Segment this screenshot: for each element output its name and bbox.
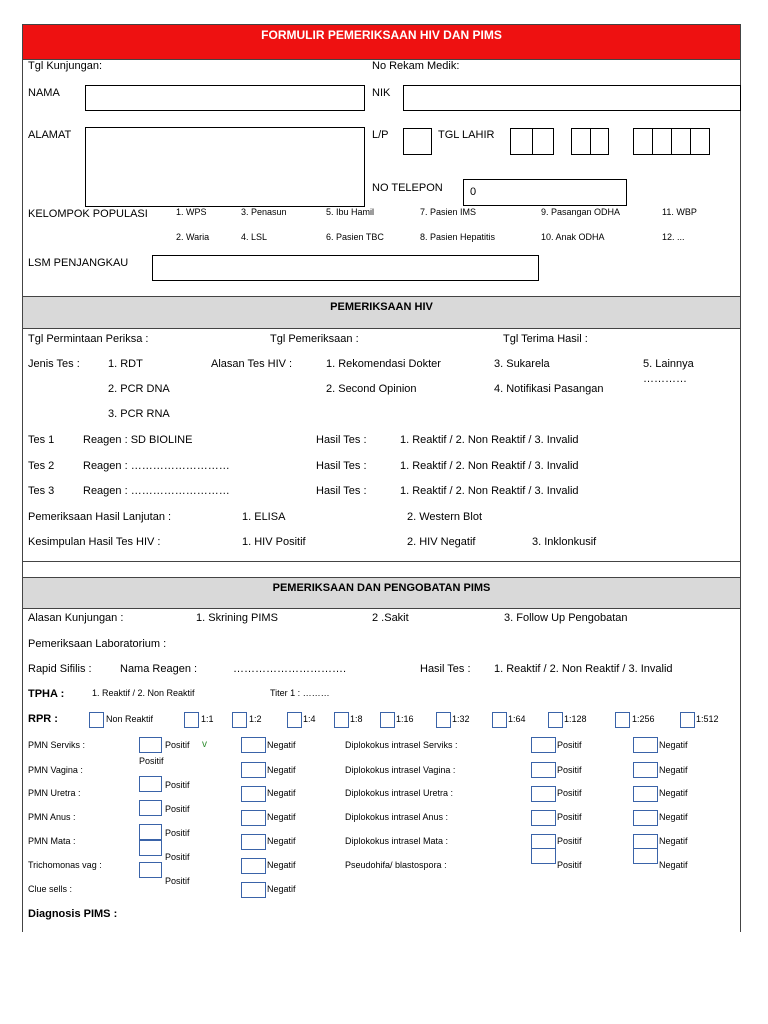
- lp-label: L/P: [372, 129, 389, 141]
- trichomonas-negatif-checkbox[interactable]: [241, 858, 266, 874]
- pmn-uretra-label: PMN Uretra :: [28, 788, 81, 798]
- tgl-kunjungan-label: Tgl Kunjungan:: [28, 60, 102, 72]
- tes2-label: Tes 2: [28, 460, 55, 472]
- tes3-reagen: Reagen : ………………………: [83, 485, 230, 497]
- rpr-checkbox[interactable]: [380, 712, 395, 728]
- tes2-hasil-label: Hasil Tes :: [316, 460, 367, 472]
- alasan-lainnya-dots: …………: [643, 373, 687, 385]
- tes3-hasil-label: Hasil Tes :: [316, 485, 367, 497]
- diplo-mata-label: Diplokokus intrasel Mata :: [345, 836, 449, 846]
- tes1-hasil-options[interactable]: 1. Reaktif / 2. Non Reaktif / 3. Invalid: [400, 434, 579, 446]
- pseudohifa-positif-checkbox[interactable]: [531, 848, 556, 864]
- pmn-serviks-positif-checkbox[interactable]: [139, 737, 162, 753]
- tpha-options[interactable]: 1. Reaktif / 2. Non Reaktif: [92, 688, 195, 698]
- rpr-option: 1:64: [508, 714, 526, 724]
- kelompok-populasi-label: KELOMPOK POPULASI: [28, 208, 148, 220]
- rapid-hasil-label: Hasil Tes :: [420, 663, 471, 675]
- kesimpulan-label: Kesimpulan Hasil Tes HIV :: [28, 536, 161, 548]
- negatif-label: Negatif: [659, 788, 688, 798]
- populasi-option[interactable]: 9. Pasangan ODHA: [541, 207, 621, 217]
- negatif-label: Negatif: [267, 884, 296, 894]
- alasan-kunjungan-option[interactable]: 3. Follow Up Pengobatan: [504, 612, 628, 624]
- rpr-option: 1:2: [249, 714, 262, 724]
- pmn-serviks-negatif-checkbox[interactable]: [241, 737, 266, 753]
- diplo-serviks-negatif-checkbox[interactable]: [633, 737, 658, 753]
- rpr-option: 1:256: [632, 714, 655, 724]
- rpr-option: 1:128: [564, 714, 587, 724]
- diplo-uretra-negatif-checkbox[interactable]: [633, 786, 658, 802]
- rpr-checkbox[interactable]: [548, 712, 563, 728]
- populasi-option[interactable]: 12. ...: [662, 232, 685, 242]
- tgl-terima-label: Tgl Terima Hasil :: [503, 333, 588, 345]
- negatif-label: Negatif: [267, 765, 296, 775]
- pmn-anus-negatif-checkbox[interactable]: [241, 810, 266, 826]
- alasan-option[interactable]: 5. Lainnya: [643, 358, 694, 370]
- populasi-option[interactable]: 11. WBP: [662, 207, 697, 217]
- clue-sells-label: Clue sells :: [28, 884, 73, 894]
- pmn-anus-positif-checkbox[interactable]: [139, 800, 162, 816]
- diplo-serviks-positif-checkbox[interactable]: [531, 737, 556, 753]
- pmn-uretra-negatif-checkbox[interactable]: [241, 786, 266, 802]
- tgl-permintaan-label: Tgl Permintaan Periksa :: [28, 333, 149, 345]
- pmn-vagina-label: PMN Vagina :: [28, 765, 83, 775]
- tes1-label: Tes 1: [28, 434, 55, 446]
- populasi-option[interactable]: 1. WPS: [176, 207, 207, 217]
- rpr-option: 1:8: [350, 714, 363, 724]
- pmn-mata-positif-checkbox[interactable]: [139, 824, 162, 840]
- diplo-vagina-negatif-checkbox[interactable]: [633, 762, 658, 778]
- lsm-penjangkau-input[interactable]: [152, 255, 539, 281]
- negatif-label: Negatif: [267, 788, 296, 798]
- alasan-option[interactable]: 2. Second Opinion: [326, 383, 417, 395]
- rapid-sifilis-label: Rapid Sifilis :: [28, 663, 92, 675]
- rpr-checkbox[interactable]: [184, 712, 199, 728]
- rpr-checkbox[interactable]: [287, 712, 302, 728]
- kesimpulan-option[interactable]: 2. HIV Negatif: [407, 536, 476, 548]
- positif-label: Positif: [557, 788, 582, 798]
- jenis-tes-option[interactable]: 2. PCR DNA: [108, 383, 170, 395]
- tgl-lahir-label: TGL LAHIR: [438, 129, 495, 141]
- negatif-label: Negatif: [659, 765, 688, 775]
- negatif-label: Negatif: [659, 812, 688, 822]
- alasan-kunjungan-label: Alasan Kunjungan :: [28, 612, 124, 624]
- tgl-lahir-month-divider: [590, 128, 591, 155]
- lanjutan-label: Pemeriksaan Hasil Lanjutan :: [28, 511, 172, 523]
- lanjutan-option[interactable]: 2. Western Blot: [407, 511, 482, 523]
- rapid-hasil-options[interactable]: 1. Reaktif / 2. Non Reaktif / 3. Invalid: [494, 663, 673, 675]
- tpha-label: TPHA :: [28, 688, 65, 700]
- positif-label: Positif: [557, 765, 582, 775]
- trichomonas-label: Trichomonas vag :: [28, 860, 102, 870]
- check-mark-icon: v: [202, 739, 207, 750]
- tes2-reagen: Reagen : ………………………: [83, 460, 230, 472]
- diplo-uretra-positif-checkbox[interactable]: [531, 786, 556, 802]
- negatif-label: Negatif: [267, 860, 296, 870]
- trichomonas-positif-checkbox-top[interactable]: [139, 840, 162, 856]
- negatif-label: Negatif: [659, 836, 688, 846]
- alasan-kunjungan-option[interactable]: 1. Skrining PIMS: [196, 612, 278, 624]
- rpr-checkbox[interactable]: [436, 712, 451, 728]
- clue-sells-negatif-checkbox[interactable]: [241, 882, 266, 898]
- positif-label: Positif: [557, 740, 582, 750]
- diagnosis-pims-label: Diagnosis PIMS :: [28, 908, 118, 920]
- alasan-kunjungan-option[interactable]: 2 .Sakit: [372, 612, 409, 624]
- populasi-option[interactable]: 10. Anak ODHA: [541, 232, 605, 242]
- negatif-label: Negatif: [659, 740, 688, 750]
- diplo-vagina-label: Diplokokus intrasel Vagina :: [345, 765, 456, 775]
- tes3-hasil-options[interactable]: 1. Reaktif / 2. Non Reaktif / 3. Invalid: [400, 485, 579, 497]
- alasan-tes-label: Alasan Tes HIV :: [211, 358, 293, 370]
- pmn-mata-label: PMN Mata :: [28, 836, 76, 846]
- no-rekam-medik-label: No Rekam Medik:: [372, 60, 460, 72]
- jenis-tes-label: Jenis Tes :: [28, 358, 80, 370]
- diplo-anus-label: Diplokokus intrasel Anus :: [345, 812, 449, 822]
- populasi-option[interactable]: 5. Ibu Hamil: [326, 207, 375, 217]
- rpr-label: RPR :: [28, 713, 58, 725]
- rpr-checkbox[interactable]: [232, 712, 247, 728]
- pmn-anus-label: PMN Anus :: [28, 812, 76, 822]
- alasan-option[interactable]: 3. Sukarela: [494, 358, 550, 370]
- nik-label: NIK: [372, 87, 391, 99]
- tgl-lahir-year-div3: [690, 128, 691, 155]
- positif-label: Positif: [165, 828, 190, 838]
- form-title-text: FORMULIR PEMERIKSAAN HIV DAN PIMS: [261, 28, 502, 42]
- rpr-option: 1:1: [201, 714, 214, 724]
- rpr-checkbox[interactable]: [89, 712, 104, 728]
- tgl-lahir-year-div2: [671, 128, 672, 155]
- diplo-anus-negatif-checkbox[interactable]: [633, 810, 658, 826]
- diplo-vagina-positif-checkbox[interactable]: [531, 762, 556, 778]
- hiv-section-bottom: [22, 561, 741, 562]
- pseudohifa-negatif-checkbox[interactable]: [633, 848, 658, 864]
- rpr-checkbox[interactable]: [680, 712, 695, 728]
- tes3-label: Tes 3: [28, 485, 55, 497]
- alamat-label: ALAMAT: [28, 129, 72, 141]
- negatif-label: Negatif: [267, 836, 296, 846]
- negatif-label: Negatif: [267, 812, 296, 822]
- lp-input[interactable]: [403, 128, 432, 155]
- pmn-uretra-positif-checkbox[interactable]: [139, 776, 162, 792]
- pmn-vagina-negatif-checkbox[interactable]: [241, 762, 266, 778]
- alasan-option[interactable]: 1. Rekomendasi Dokter: [326, 358, 441, 370]
- rpr-option: 1:16: [396, 714, 414, 724]
- diplo-serviks-label: Diplokokus intrasel Serviks :: [345, 740, 458, 750]
- section-hiv-title: PEMERIKSAAN HIV: [330, 301, 433, 313]
- jenis-tes-option[interactable]: 1. RDT: [108, 358, 143, 370]
- kesimpulan-option[interactable]: 3. Inklonkusif: [532, 536, 597, 548]
- populasi-option[interactable]: 6. Pasien TBC: [326, 232, 384, 242]
- section-pims-title: PEMERIKSAAN DAN PENGOBATAN PIMS: [272, 582, 491, 594]
- tgl-lahir-year-div1: [652, 128, 653, 155]
- diplo-anus-positif-checkbox[interactable]: [531, 810, 556, 826]
- populasi-option[interactable]: 4. LSL: [241, 232, 268, 242]
- populasi-option[interactable]: 8. Pasien Hepatitis: [420, 232, 496, 242]
- alamat-input[interactable]: [85, 127, 365, 207]
- positif-label: Positif: [139, 756, 164, 766]
- nama-reagen-dots: ………………………….: [233, 663, 347, 675]
- section-hiv-header: [22, 296, 741, 329]
- lsm-penjangkau-label: LSM PENJANGKAU: [28, 257, 129, 269]
- rpr-checkbox[interactable]: [492, 712, 507, 728]
- negatif-label: Negatif: [267, 740, 296, 750]
- lab-label: Pemeriksaan Laboratorium :: [28, 638, 167, 650]
- kesimpulan-option[interactable]: 1. HIV Positif: [242, 536, 306, 548]
- rpr-checkbox[interactable]: [615, 712, 630, 728]
- tgl-lahir-day-divider: [532, 128, 533, 155]
- rpr-option: 1:32: [452, 714, 470, 724]
- positif-label: Positif: [165, 876, 190, 886]
- positif-label: Positif: [557, 836, 582, 846]
- no-telepon-label: NO TELEPON: [372, 182, 443, 194]
- tes1-hasil-label: Hasil Tes :: [316, 434, 367, 446]
- rpr-option: Non Reaktif: [106, 714, 154, 724]
- positif-label: Positif: [557, 812, 582, 822]
- pmn-mata-negatif-checkbox[interactable]: [241, 834, 266, 850]
- section-pims-header: [22, 577, 741, 609]
- titer-label: Titer 1 : ………: [270, 688, 330, 698]
- nama-reagen-label: Nama Reagen :: [120, 663, 198, 675]
- positif-label: Positif: [165, 852, 190, 862]
- nik-input[interactable]: [403, 85, 741, 111]
- no-telepon-value: 0: [470, 186, 477, 198]
- populasi-option[interactable]: 7. Pasien IMS: [420, 207, 477, 217]
- jenis-tes-option[interactable]: 3. PCR RNA: [108, 408, 170, 420]
- rpr-option: 1:512: [696, 714, 719, 724]
- tgl-pemeriksaan-label: Tgl Pemeriksaan :: [270, 333, 359, 345]
- positif-label: Positif: [165, 780, 190, 790]
- positif-label: Positif: [165, 740, 190, 750]
- positif-label: Positif: [557, 860, 582, 870]
- form-title: [22, 24, 741, 60]
- lanjutan-option[interactable]: 1. ELISA: [242, 511, 286, 523]
- frame-right: [740, 24, 741, 932]
- positif-label: Positif: [165, 804, 190, 814]
- rpr-checkbox[interactable]: [334, 712, 349, 728]
- diplo-uretra-label: Diplokokus intrasel Uretra :: [345, 788, 454, 798]
- pseudohifa-label: Pseudohifa/ blastospora :: [345, 860, 447, 870]
- nama-label: NAMA: [28, 87, 60, 99]
- populasi-option[interactable]: 3. Penasun: [241, 207, 287, 217]
- frame-left: [22, 24, 23, 932]
- tes1-reagen: Reagen : SD BIOLINE: [83, 434, 193, 446]
- alasan-option[interactable]: 4. Notifikasi Pasangan: [494, 383, 604, 395]
- pmn-serviks-label: PMN Serviks :: [28, 740, 86, 750]
- rpr-option: 1:4: [303, 714, 316, 724]
- tes2-hasil-options[interactable]: 1. Reaktif / 2. Non Reaktif / 3. Invalid: [400, 460, 579, 472]
- trichomonas-positif-checkbox[interactable]: [139, 862, 162, 878]
- no-telepon-input[interactable]: [463, 179, 627, 206]
- populasi-option[interactable]: 2. Waria: [176, 232, 210, 242]
- negatif-label: Negatif: [659, 860, 688, 870]
- nama-input[interactable]: [85, 85, 365, 111]
